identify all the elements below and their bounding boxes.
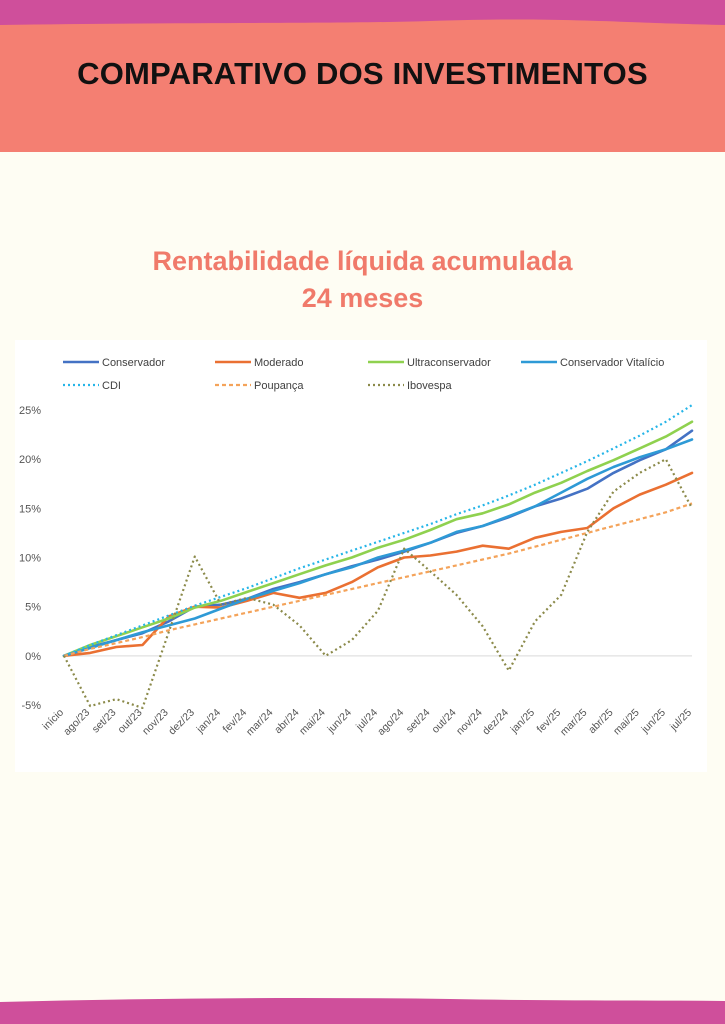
x-tick-label: abr/25 — [586, 706, 616, 737]
x-tick-label: set/23 — [89, 706, 119, 736]
y-tick-label: -5% — [21, 700, 41, 712]
x-tick-label: out/24 — [429, 706, 459, 736]
x-tick-label: set/24 — [403, 706, 433, 736]
header-top-band — [0, 0, 725, 25]
x-tick-label: mar/24 — [243, 706, 276, 739]
x-tick-label: nov/23 — [140, 706, 171, 738]
x-tick-label: jul/25 — [667, 706, 695, 733]
y-tick-label: 5% — [25, 601, 41, 614]
legend-label: Conservador — [102, 357, 165, 369]
x-tick-label: jun/25 — [639, 706, 668, 736]
page-title: COMPARATIVO DOS INVESTIMENTOS — [77, 56, 648, 91]
x-tick-label: dez/23 — [166, 706, 197, 738]
x-tick-label: mar/25 — [557, 706, 590, 739]
footer-band-shape — [0, 998, 725, 1024]
x-tick-label: fev/24 — [220, 706, 250, 736]
footer-band — [0, 996, 725, 1024]
y-tick-label: 15% — [18, 503, 41, 516]
x-tick-label: jan/24 — [194, 706, 224, 736]
legend-label: CDI — [102, 380, 121, 392]
x-tick-label: fev/25 — [534, 706, 564, 736]
x-tick-label: mai/25 — [611, 706, 642, 738]
y-tick-label: 0% — [25, 650, 41, 663]
legend-label: Poupança — [254, 380, 304, 392]
x-tick-label: jan/25 — [508, 706, 538, 736]
x-tick-label: mai/24 — [297, 706, 328, 738]
x-tick-label: out/23 — [115, 706, 145, 736]
line-chart — [15, 340, 707, 772]
x-tick-label: nov/24 — [454, 706, 485, 738]
legend-label: Moderado — [254, 357, 304, 369]
chart-title: Rentabilidade líquida acumulada — [152, 246, 573, 276]
x-tick-label: jun/24 — [325, 706, 354, 736]
legend-label: Ultraconservador — [407, 357, 491, 369]
chart-panel — [15, 340, 707, 772]
x-tick-label: ago/23 — [61, 706, 93, 738]
x-tick-label: início — [40, 706, 67, 733]
chart-subtitle: 24 meses — [301, 283, 424, 313]
series-line-ultraconservador — [64, 422, 692, 656]
x-tick-label: dez/24 — [480, 706, 511, 738]
y-tick-label: 20% — [18, 454, 41, 467]
x-tick-label: ago/24 — [375, 706, 407, 738]
legend-label: Ibovespa — [407, 380, 452, 392]
legend-label: Conservador Vitalício — [560, 357, 665, 369]
chart-title-block — [0, 243, 725, 317]
series-line-poupan-a — [64, 503, 692, 655]
y-tick-label: 25% — [18, 405, 41, 417]
x-tick-label: abr/24 — [272, 706, 302, 737]
y-tick-label: 10% — [18, 552, 41, 565]
x-tick-label: jul/24 — [353, 706, 381, 733]
